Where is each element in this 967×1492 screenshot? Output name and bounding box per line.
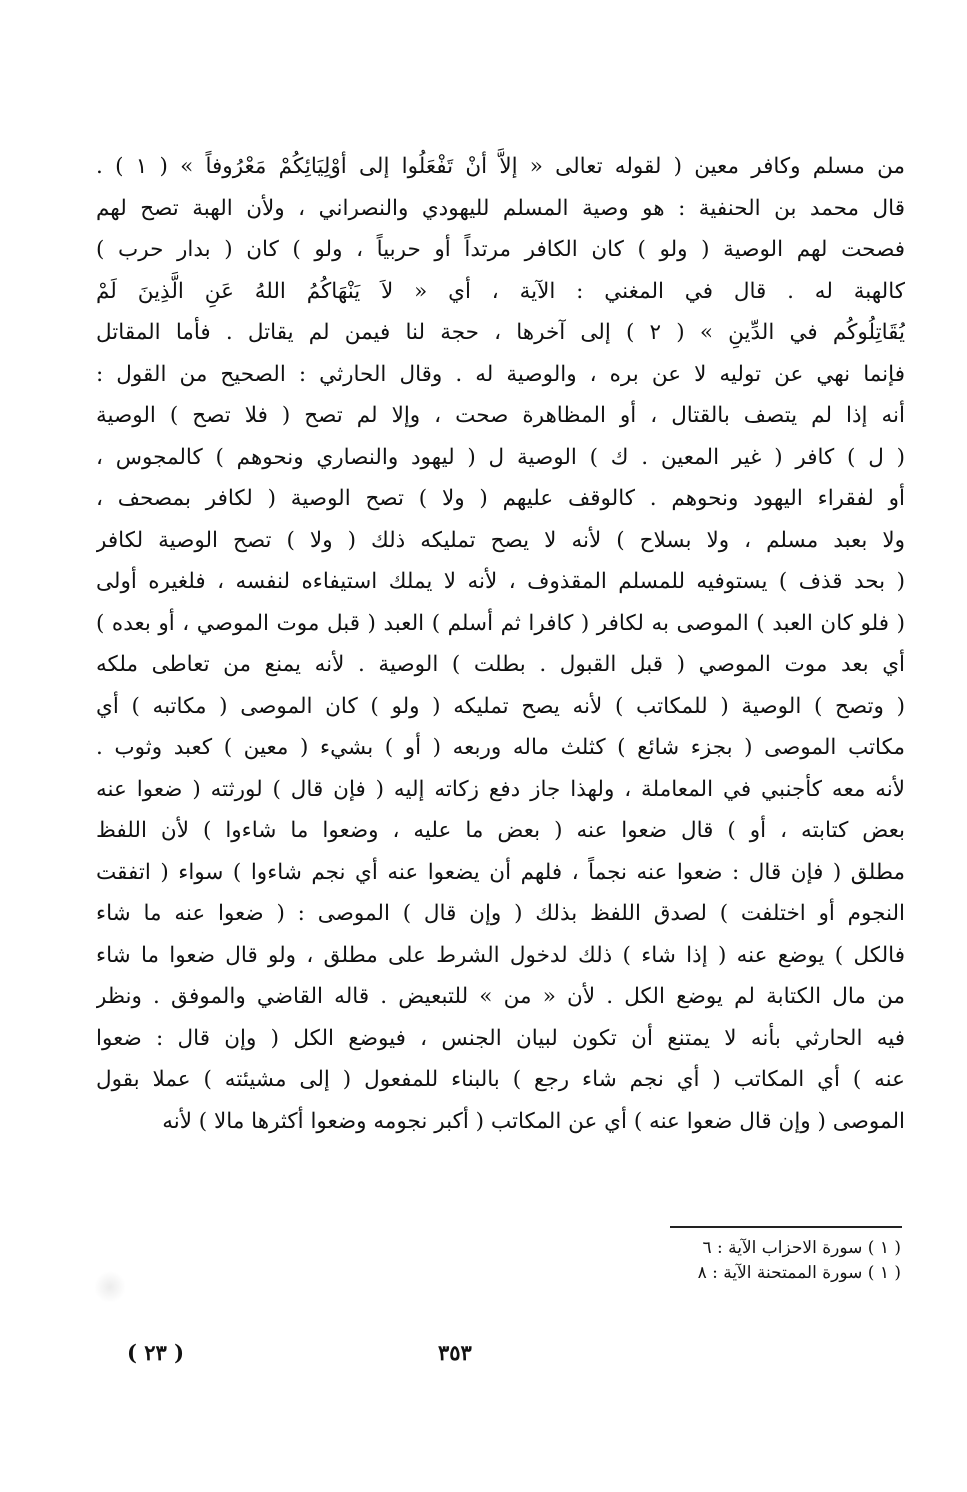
text-line: أو لفقراء اليهود ونحوهم . كالوقف عليهم ( ولا ) تصح الوصية ( لكافر بمصحف ،	[96, 486, 905, 511]
text-line: فيه الحارثي بأنه لا يمتنع أن تكون لبيان الجنس ، فيوضع الكل ( وإن قال : ضعوا	[96, 1025, 905, 1051]
text-line: بعض كتابته ، أو ) قال ضعوا عنه ( بعض ما عليه ، وضعوا ما شاءوا ) لأن اللفظ	[96, 818, 905, 843]
text-line: قال محمد بن الحنفية : هو وصية المسلم لليهودي والنصراني ، ولأن الهبة تصح لهم	[96, 195, 905, 221]
text-line: ( بحد قذف ) يستوفيه للمسلم المقذوف ، لأنه لا يملك استيفاءه لنفسه ، فلغيره أولى	[96, 569, 905, 594]
text-line: لأنه معه كأجنبي في المعاملة ، ولهذا جاز دفع زكاته إليه ( فإن قال ) لورثته ( ضعوا عنه	[96, 776, 905, 802]
signature-mark: ( ٢٣ )	[127, 1340, 185, 1365]
text-line: الموصى ( وإن قال ضعوا عنه ) أي عن المكاتب ( أكبر نجومه وضعوا أكثرها مالا ) لأنه	[162, 1108, 905, 1134]
text-line: كالهبة له . قال في المغني : الآية ، أي « لاَ يَنْهَاكُمُ اللهُ عَنِ الَّذِينَ لَمْ	[96, 278, 905, 304]
text-line: من مال الكتابة لم يوضع الكل . لأن « من » للتبعيض . قاله القاضي والموفق . ونظر	[96, 984, 905, 1009]
footnote-1: ( ١ ) سورة الاحزاب الآية : ٦	[702, 1238, 901, 1258]
scan-smudge	[95, 1270, 125, 1304]
text-line: فالكل ) يوضع عنه ( إذا شاء ) ذلك لدخول الشرط على مطلق ، ولو قال ضعوا ما شاء	[96, 942, 905, 968]
text-line: النجوم أو اختلفت ) لصدق اللفظ بذلك ( وإن قال ) الموصى : ( ضعوا عنه ما شاء	[96, 901, 905, 926]
text-line: يُقَاتِلُوكُم في الدِّينِ » ( ٢ ) إلى آخرها ، حجة لنا فيمن لم يقاتل . فأما المقاتل	[96, 320, 905, 345]
text-line: أي بعد موت الموصي ( قبل القبول . بطلت ) الوصية . لأنه يمنع من تعاطى ملكه	[96, 652, 905, 677]
main-text	[96, 146, 905, 1142]
footnote-2: ( ١ ) سورة الممتحنة الآية : ٨	[697, 1263, 901, 1283]
page-number: ٣٥٣	[438, 1340, 472, 1365]
text-line: من مسلم وكافر معين ( لقوله تعالى « إلاَّ أنْ تَفْعَلُوا إلى أوْلِيَائِكُمْ مَعْرُوفاً » ( ١ ) .	[96, 154, 905, 179]
text-line: ( فلو كان العبد ) الموصى به لكافر ( كافرا ثم أسلم ) العبد ( قبل موت الموصي ، أو بعده )	[96, 610, 905, 636]
footnotes	[581, 1236, 901, 1286]
text-line: مطلق ( فإن قال : ضعوا عنه نجماً ، فلهم أن يضعوا عنه أي نجم شاءوا ) سواء ( اتفقت	[96, 859, 905, 885]
text-line: ( وتصح ) الوصية ( للمكاتب ) لأنه يصح تمليكه ( ولو ) كان الموصى ( مكاتبه ) أي	[96, 693, 905, 719]
text-line: ( ل ) كافر ( غير المعين . ك ) الوصية ل ( ليهود والنصاري ونحوهم ) كالمجوس ،	[96, 444, 905, 470]
text-line: عنه ) أي المكاتب ( أي نجم شاء رجع ) بالبناء للمفعول ( إلى مشيئته ) عملا بقول	[96, 1067, 905, 1092]
footnote-separator	[670, 1226, 902, 1228]
text-line: أنه إذا لم يتصف بالقتال ، أو المظاهرة صحت ، وإلا لم تصح ( فلا تصح ) الوصية	[96, 403, 905, 428]
text-line: مكاتب الموصى ( بجزء شائع ) كثلث ماله وربعه ( أو ) بشيء ( معين ) كعبد وثوب .	[96, 735, 905, 760]
text-line: ولا بعبد مسلم ، ولا بسلاح ) لأنه لا يصح تمليكه ذلك ( ولا ) تصح الوصية لكافر	[96, 527, 905, 553]
text-line: فصحت لهم الوصية ( ولو ) كان الكافر مرتداً أو حربياً ، ولو ) كان ( بدار حرب )	[96, 237, 905, 262]
text-line: فإنما نهي عن توليه لا عن بره ، والوصية له . وقال الحارثي : الصحيح من القول :	[96, 361, 905, 387]
